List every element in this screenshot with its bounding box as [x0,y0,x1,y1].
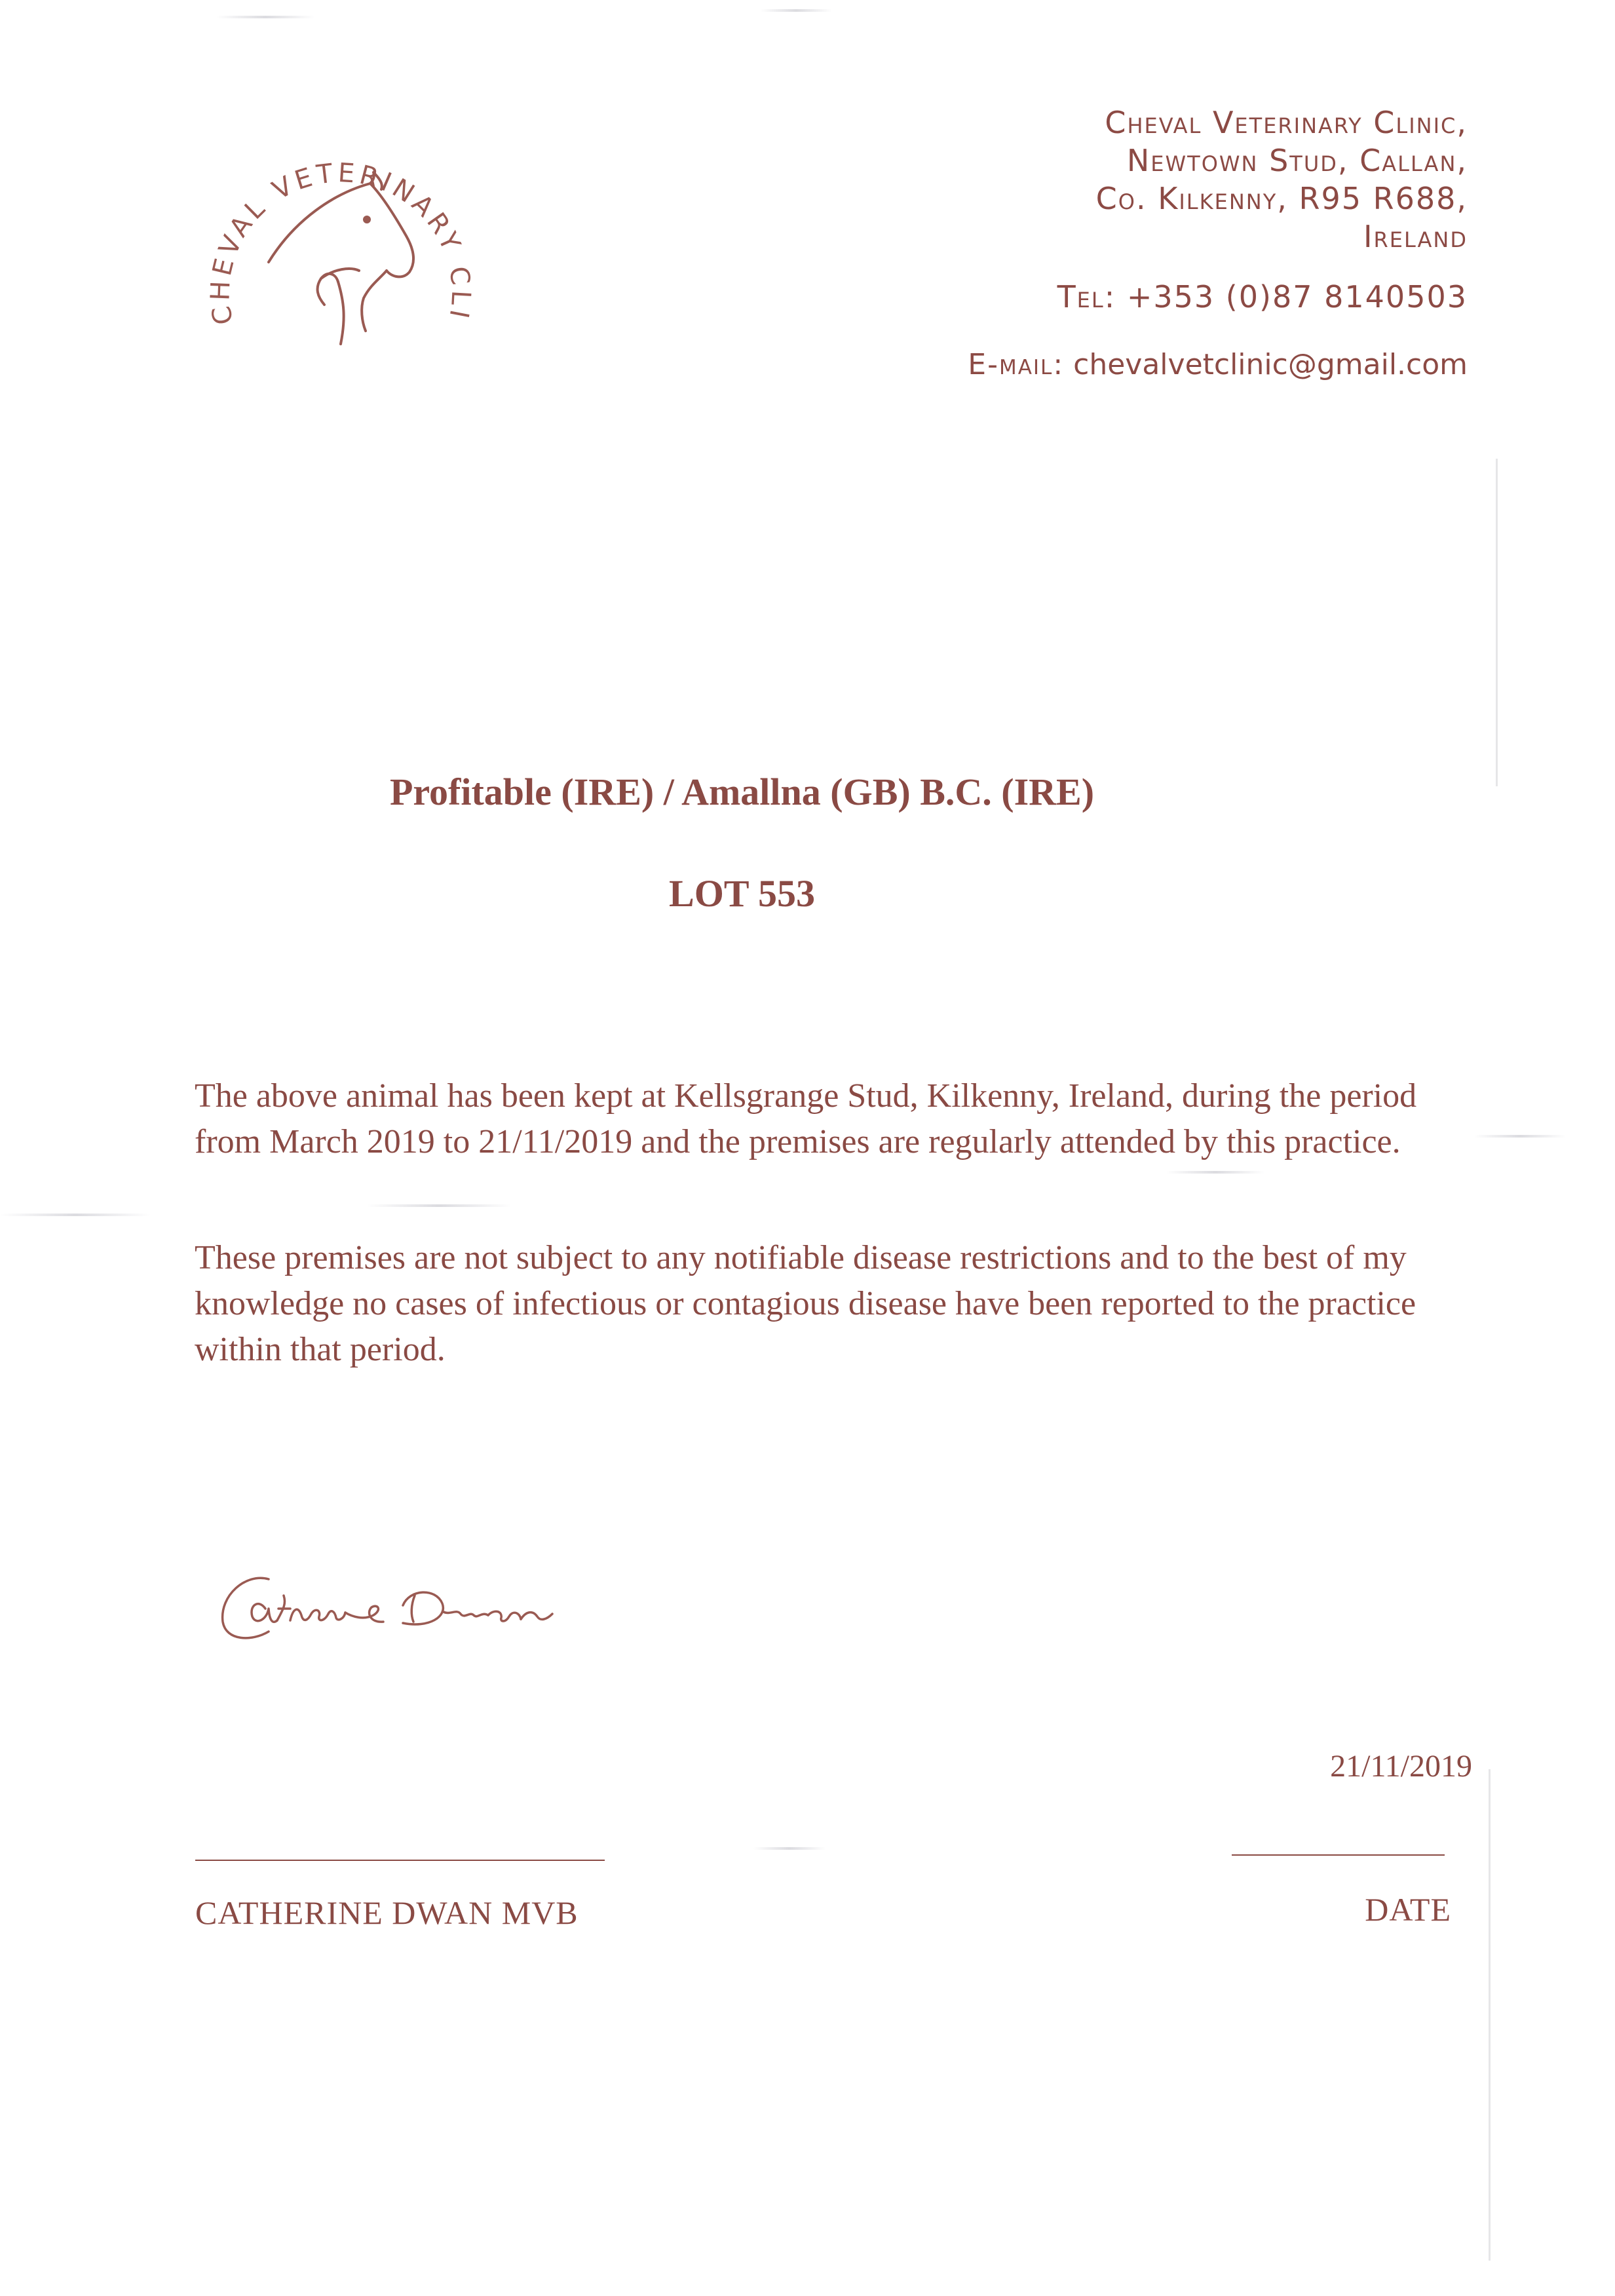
svg-text:CHEVAL VETERINARY CLINIC [183,121,476,327]
lot-number: LOT 553 [669,872,815,915]
body-paragraph-residence: The above animal has been kept at Kellsgrange Stud, Kilkenny, Ireland, during the period from March 2019 to 21/11/2019 and the premises are regularly attended by this practice. [195,1077,1417,1160]
scan-edge-line [1489,1769,1491,2261]
scan-artifact [753,1847,826,1850]
logo-ring-text: CHEVAL VETERINARY CLI [205,157,476,327]
scan-artifact [0,1214,151,1216]
address-line-country: Ireland [1363,219,1468,254]
scan-artifact [367,1204,511,1207]
horse-title: Profitable (IRE) / Amallna (GB) B.C. (IRE) [389,771,1095,813]
scan-artifact [216,16,314,18]
scan-edge-line [1496,459,1498,786]
telephone-label: Tel: [1057,279,1116,315]
clinic-address-block [878,104,1468,383]
address-line-street: Newtown Stud, Callan, [1126,143,1468,178]
telephone-value: +353 (0)87 8140503 [1126,279,1468,315]
signatory-name-label: CATHERINE DWAN MVB [195,1894,579,1931]
handwritten-signature [206,1543,599,1674]
email-line [878,347,1468,383]
date-line [1232,1854,1445,1856]
address-line-clinic-name: Cheval Veterinary Clinic, [1105,105,1468,140]
scan-artifact [760,9,832,12]
signed-date: 21/11/2019 [1330,1749,1472,1784]
email-value: chevalvetclinic@gmail.com [1073,348,1468,381]
date-label: DATE [1365,1891,1451,1928]
telephone-line [878,278,1468,316]
signature-line [195,1860,605,1861]
body-paragraph-disease-statement: These premises are not subject to any notifiable disease restrictions and to the best of my knowledge no cases of infectious or contagious disease have been reported to the practice within that period. [195,1239,1416,1368]
scan-artifact [1474,1135,1566,1138]
address-line-county: Co. Kilkenny, R95 R688, [1095,181,1468,216]
clinic-logo [183,121,498,377]
email-label: E-mail: [968,348,1065,381]
scan-artifact [1166,1171,1264,1174]
